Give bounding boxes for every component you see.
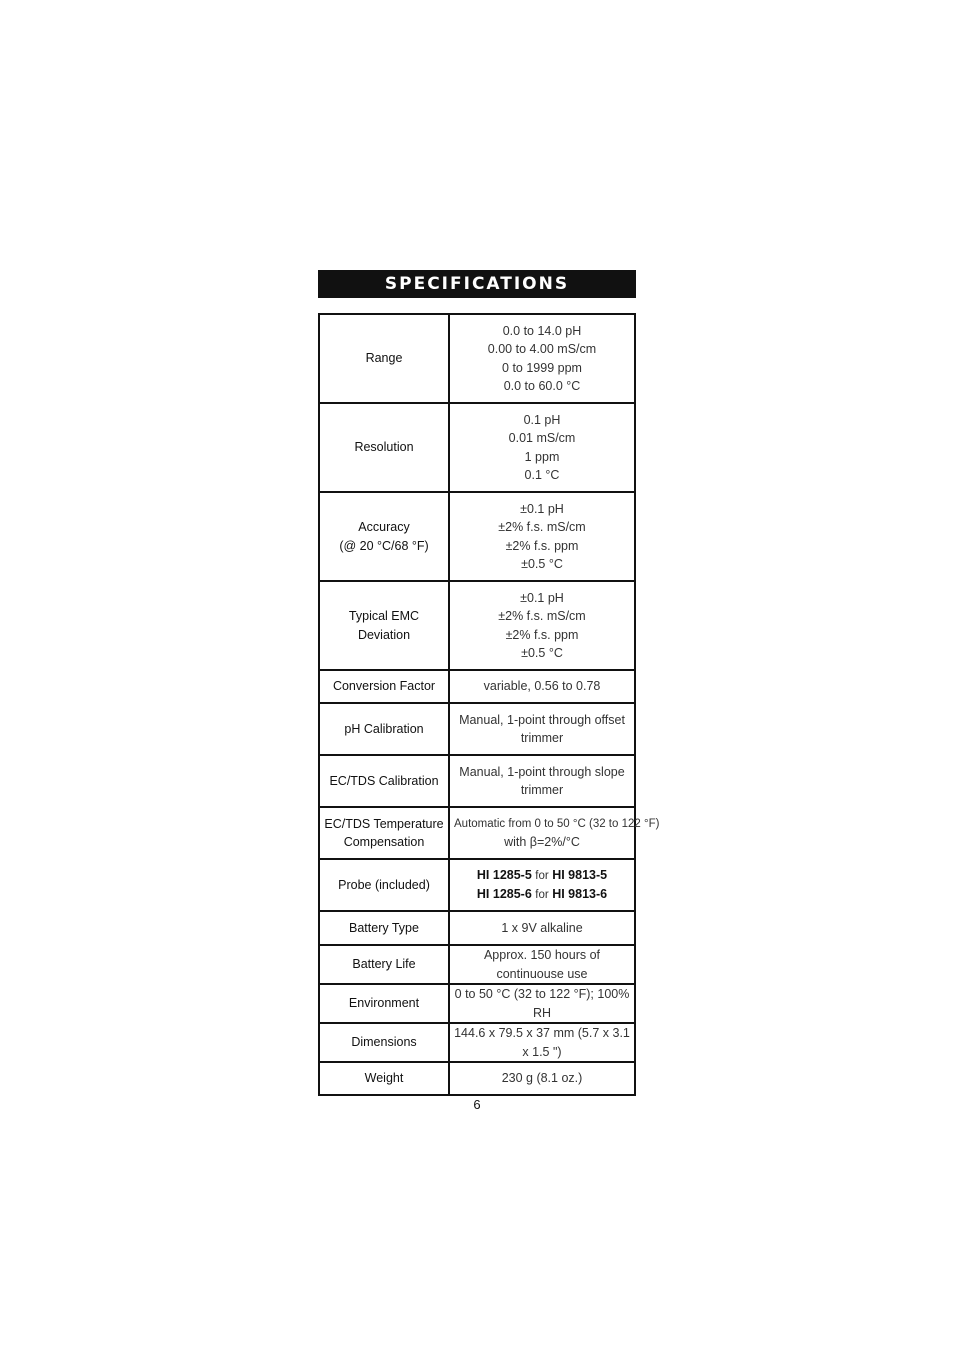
- table-row-accuracy: [319, 492, 635, 581]
- temp-compensation-label-line2: Compensation: [343, 835, 425, 849]
- emc-value-temp: ±0.5 °C: [521, 646, 563, 660]
- temp-compensation-label: [319, 807, 449, 859]
- battery-type-label: Battery Type: [319, 911, 449, 945]
- table-row-emc: [319, 581, 635, 670]
- meter-model-2: HI 9813-6: [552, 887, 608, 901]
- emc-value-tds: ±2% f.s. ppm: [505, 627, 579, 642]
- specifications-table: [318, 313, 660, 1096]
- temp-compensation-line2: with β=2%/°C: [504, 835, 580, 849]
- emc-values: [449, 581, 635, 670]
- range-value-temp: 0.0 to 60.0 °C: [503, 379, 581, 393]
- probe-code-2: HI 1285-6: [476, 887, 532, 901]
- resolution-value-ph: 0.1 pH: [523, 412, 561, 427]
- accuracy-label-line1: Accuracy: [358, 520, 410, 534]
- ph-calibration-values: [449, 703, 635, 755]
- battery-type-value: 1 x 9V alkaline: [449, 911, 635, 945]
- resolution-value-tds: 1 ppm: [524, 449, 560, 464]
- section-title-bar: [318, 270, 636, 298]
- resolution-value-temp: 0.1 °C: [524, 468, 560, 482]
- conversion-label: Conversion Factor: [319, 670, 449, 703]
- emc-value-ec: ±2% f.s. mS/cm: [498, 609, 586, 623]
- ectds-calibration-line1: Manual, 1-point through slope: [459, 764, 625, 779]
- accuracy-value-ph: ±0.1 pH: [520, 501, 564, 516]
- accuracy-value-ec: ±2% f.s. mS/cm: [498, 520, 586, 534]
- environment-value: 0 to 50 °C (32 to 122 °F); 100% RH: [449, 984, 635, 1023]
- table-row-resolution: [319, 403, 635, 492]
- accuracy-value-temp: ±0.5 °C: [521, 557, 563, 571]
- dimensions-value: 144.6 x 79.5 x 37 mm (5.7 x 3.1 x 1.5 "): [449, 1023, 635, 1062]
- accuracy-values: [449, 492, 635, 581]
- ph-calibration-line2: trimmer: [520, 731, 564, 745]
- temp-compensation-values: [449, 807, 660, 859]
- table-row-environment: [319, 984, 635, 1023]
- table-row-battery-type: [319, 911, 635, 945]
- accuracy-label: [319, 492, 449, 581]
- table-row-ph-calibration: [319, 703, 635, 755]
- dimensions-label: Dimensions: [319, 1023, 449, 1062]
- table-row-battery-life: [319, 945, 635, 984]
- emc-value-ph: ±0.1 pH: [520, 590, 564, 605]
- probe-line2: [454, 885, 630, 905]
- battery-life-value: Approx. 150 hours of continuouse use: [449, 945, 635, 984]
- table-row-conversion: [319, 670, 635, 703]
- probe-line1: [454, 866, 630, 886]
- range-label: Range: [319, 314, 449, 403]
- table-row-dimensions: [319, 1023, 635, 1062]
- weight-label: Weight: [319, 1062, 449, 1095]
- ph-calibration-label: pH Calibration: [319, 703, 449, 755]
- probe-for-1: for: [535, 869, 549, 882]
- accuracy-value-tds: ±2% f.s. ppm: [505, 538, 579, 553]
- ectds-calibration-values: [449, 755, 635, 807]
- resolution-label: Resolution: [319, 403, 449, 492]
- section-title: SPECIFICATIONS: [384, 274, 570, 294]
- environment-label: Environment: [319, 984, 449, 1023]
- ectds-calibration-label: EC/TDS Calibration: [319, 755, 449, 807]
- range-values: [449, 314, 635, 403]
- temp-compensation-label-line1: EC/TDS Temperature: [324, 816, 444, 831]
- conversion-value: variable, 0.56 to 0.78: [449, 670, 635, 703]
- probe-values: [449, 859, 635, 911]
- probe-label: Probe (included): [319, 859, 449, 911]
- probe-for-2: for: [535, 889, 549, 901]
- table-row-range: [319, 314, 635, 403]
- emc-label: Typical EMC Deviation: [319, 581, 449, 670]
- page-number: 6: [473, 1097, 481, 1112]
- table-row-probe: [319, 859, 635, 911]
- weight-value: 230 g (8.1 oz.): [449, 1062, 635, 1095]
- range-value-ph: 0.0 to 14.0 pH: [502, 323, 582, 338]
- battery-life-label: Battery Life: [319, 945, 449, 984]
- resolution-values: [449, 403, 635, 492]
- table-row-temp-compensation: [319, 807, 635, 859]
- range-value-ec: 0.00 to 4.00 mS/cm: [487, 342, 597, 356]
- meter-model-1: HI 9813-5: [552, 867, 608, 882]
- resolution-value-ec: 0.01 mS/cm: [508, 431, 576, 445]
- ph-calibration-line1: Manual, 1-point through offset: [459, 712, 625, 727]
- table-row-weight: [319, 1062, 635, 1095]
- ectds-calibration-line2: trimmer: [520, 783, 564, 797]
- accuracy-label-line2: (@ 20 °C/68 °F): [339, 538, 429, 553]
- range-value-tds: 0 to 1999 ppm: [502, 360, 582, 375]
- table-row-ectds-calibration: [319, 755, 635, 807]
- temp-compensation-line1: Automatic from 0 to 50 °C (32 to 122 °F): [454, 817, 660, 830]
- probe-code-1: HI 1285-5: [476, 867, 532, 882]
